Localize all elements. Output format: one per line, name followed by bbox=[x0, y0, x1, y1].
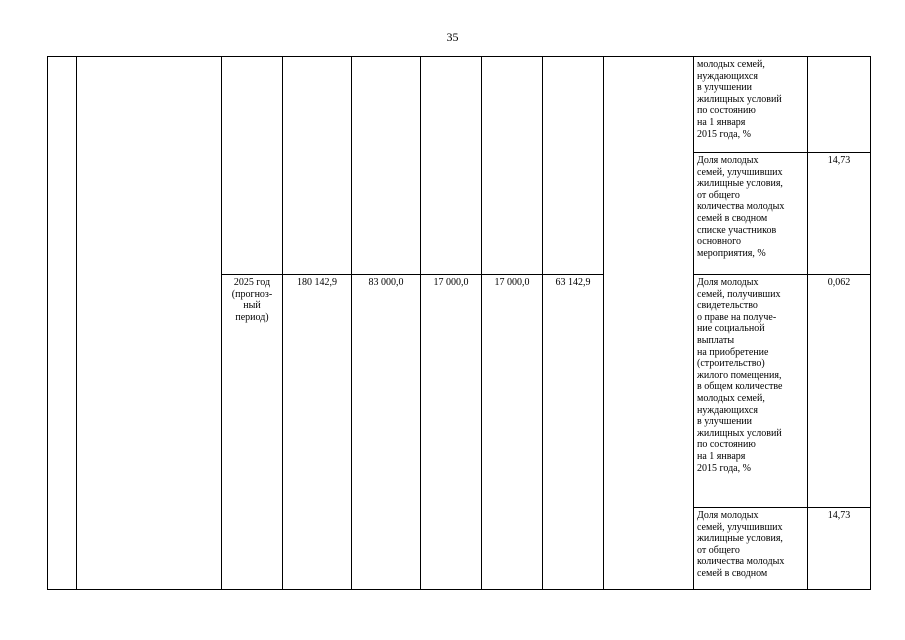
cell-amount-5: 63 142,9 bbox=[543, 275, 604, 590]
cell-measure-name bbox=[77, 57, 222, 590]
program-table bbox=[47, 56, 871, 590]
cell-amount-2-prev bbox=[352, 57, 421, 275]
cell-amount-4: 17 000,0 bbox=[482, 275, 543, 590]
indicator-name: Доля молодых семей, получивших свидетельство о праве на получе- ние социальной выплаты на приобретение (строительство) жилого помещения, в общем количестве молодых семей, нуждающихся в улучшении жилищных условий по состоянию на 1 января 2015 года, % bbox=[694, 275, 808, 508]
cell-amount-total-prev bbox=[283, 57, 352, 275]
indicator-value: 0,062 bbox=[808, 275, 871, 508]
cell-result bbox=[604, 57, 694, 590]
indicator-value bbox=[808, 57, 871, 153]
cell-amount-total: 180 142,9 bbox=[283, 275, 352, 590]
page-number: 35 bbox=[446, 30, 459, 44]
cell-amount-4-prev bbox=[482, 57, 543, 275]
indicator-name: молодых семей, нуждающихся в улучшении жилищных условий по состоянию на 1 января 2015 года, % bbox=[694, 57, 808, 153]
indicator-name: Доля молодых семей, улучшивших жилищные условия, от общего количества молодых семей в сводном bbox=[694, 508, 808, 590]
table-row bbox=[48, 57, 871, 153]
cell-amount-3: 17 000,0 bbox=[421, 275, 482, 590]
cell-amount-3-prev bbox=[421, 57, 482, 275]
indicator-value: 14,73 bbox=[808, 153, 871, 275]
indicator-value: 14,73 bbox=[808, 508, 871, 590]
indicator-name: Доля молодых семей, улучшивших жилищные условия, от общего количества молодых семей в сводном списке участников основного мероприятия, % bbox=[694, 153, 808, 275]
cell-amount-2: 83 000,0 bbox=[352, 275, 421, 590]
cell-year-2025: 2025 год (прогноз- ный период) bbox=[222, 275, 283, 590]
cell-year-prev bbox=[222, 57, 283, 275]
cell-index bbox=[48, 57, 77, 590]
cell-amount-5-prev bbox=[543, 57, 604, 275]
